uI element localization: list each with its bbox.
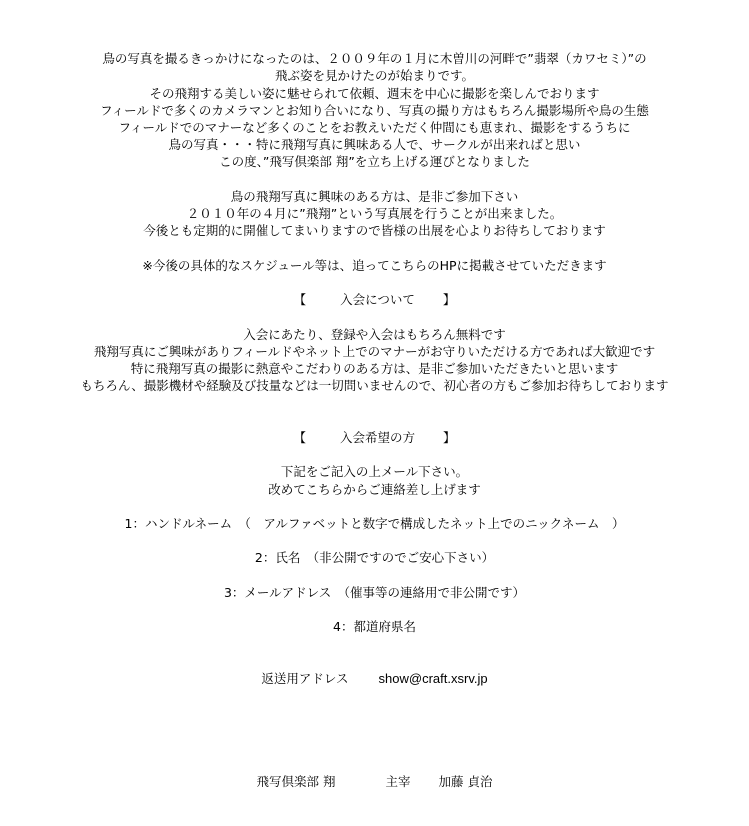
intro-line: 鳥の写真・・・特に飛翔写真に興味ある人で、サークルが出来ればと思い [168, 137, 581, 152]
form-item-email: 3：メールアドレス （催事等の連絡用で非公開です） [223, 585, 526, 600]
reply-address-label: 返送用アドレス [261, 671, 349, 686]
heading-bracket-close: 】 [442, 292, 456, 307]
membership-line: 入会にあたり、登録や入会はもちろん無料です [243, 327, 506, 342]
intro-line: 鳥の写真を撮るきっかけになったのは、２００９年の１月に木曽川の河畔で”翡翠（カワセミ）”の [102, 51, 647, 66]
heading-bracket-close: 】 [443, 430, 456, 445]
invite-line: 鳥の飛翔写真に興味のある方は、是非ご参加下さい [230, 189, 519, 204]
reply-email-link[interactable]: show@craft.xsrv.jp [378, 671, 488, 686]
schedule-note: ※今後の具体的なスケジュール等は、追ってこちらのHPに掲載させていただきます [142, 258, 607, 273]
membership-line: 特に飛翔写真の撮影に熱意やこだわりのある方は、是非ご参加いただきたいと思います [130, 361, 619, 376]
invite-line: 今後とも定期的に開催してまいりますので皆様の出展を心よりお待ちしております [143, 223, 606, 238]
invite-line: ２０１０年の４月に”飛翔”という写真展を行うことが出来ました。 [186, 206, 563, 221]
footer-signature [0, 773, 749, 790]
form-item-prefecture: 4：都道府県名 [333, 619, 416, 634]
intro-line: 飛ぶ姿を見かけたのが始まりです。 [274, 68, 474, 83]
membership-line: もちろん、撮影機材や経験及び技量などは一切問いませんので、初心者の方もご参加お待ちしております [80, 378, 669, 393]
organizer-name: 加藤 貞治 [438, 774, 493, 789]
intro-line: その飛翔する美しい姿に魅せられて依頼、週末を中心に撮影を楽しんでおります [149, 86, 600, 101]
intro-line: フィールドでのマナーなど多くのことをお教えいただく仲間にも恵まれ、撮影をするうちに [118, 120, 631, 135]
applicants-heading-text: 入会希望の方 [339, 430, 415, 445]
intro-line: フィールドで多くのカメラマンとお知り合いになり、写真の撮り方はもちろん撮影場所や鳥の生態 [100, 103, 649, 118]
heading-bracket-open: 【 [293, 430, 306, 445]
membership-line: 飛翔写真にご興味がありフィールドやネット上でのマナーがお守りいただける方であれば大歓迎です [93, 344, 656, 359]
form-item-full-name: 2：氏名 （非公開ですのでご安心下さい） [254, 550, 495, 565]
applicants-line: 改めてこちらからご連絡差し上げます [268, 482, 481, 497]
applicants-line: 下記をご記入の上メール下さい。 [280, 464, 469, 479]
applicants-heading [0, 429, 749, 446]
reply-address-row [0, 670, 749, 687]
membership-heading-text: 入会について [340, 292, 415, 307]
organizer-role: 主宰 [385, 774, 411, 789]
membership-heading [0, 291, 749, 308]
heading-bracket-open: 【 [293, 292, 307, 307]
intro-line: この度、”飛写倶楽部 翔”を立ち上げる運びとなりました [219, 154, 530, 169]
form-item-handle-name: 1：ハンドルネーム （ アルファベットと数字で構成したネット上でのニックネーム ） [124, 516, 625, 531]
club-name: 飛写倶楽部 翔 [256, 774, 336, 789]
